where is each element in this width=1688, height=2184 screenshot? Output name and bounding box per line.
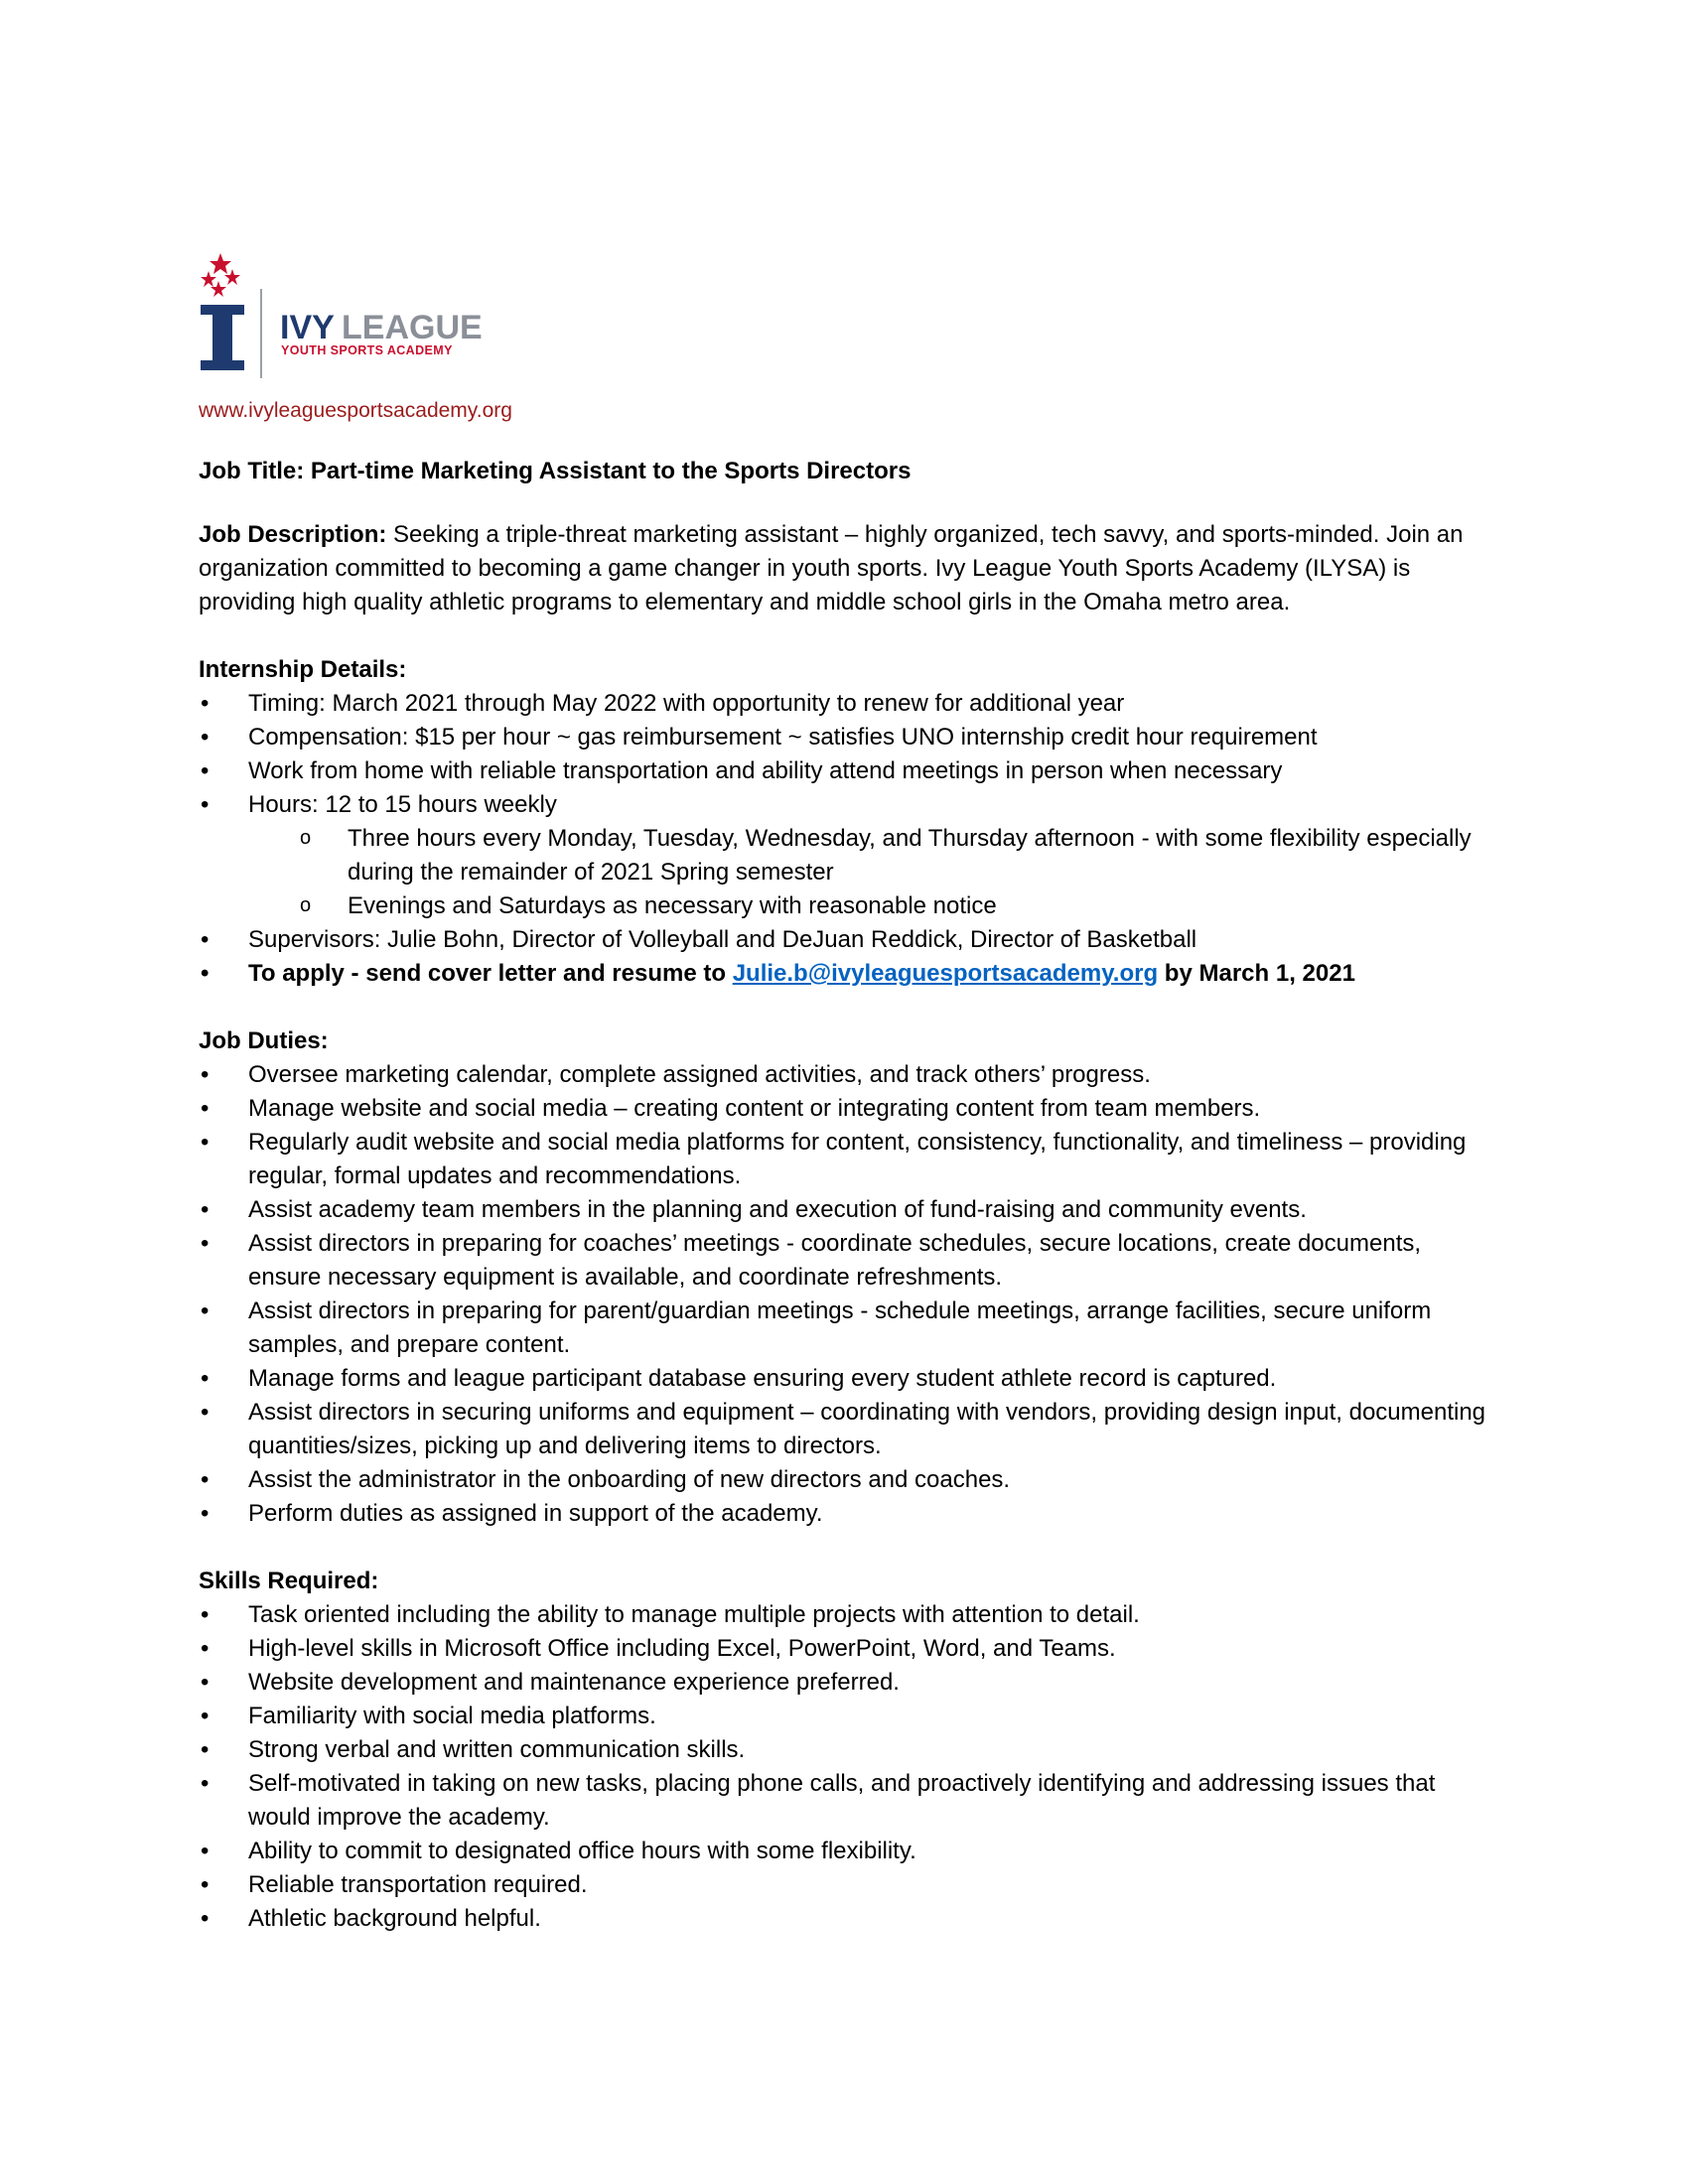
skills-heading: Skills Required:: [199, 1568, 379, 1594]
list-item: • Website development and maintenance experience preferred.: [199, 1666, 1489, 1700]
logo-word-league: LEAGUE: [342, 309, 483, 346]
list-item: • Self-motivated in taking on new tasks, placing phone calls, and proactively identifying and addressing issues that would improve the academy.: [199, 1767, 1489, 1835]
skills-list: [199, 1598, 1489, 1936]
list-item: • Assist directors in preparing for parent/guardian meetings - schedule meetings, arrange facilities, secure uniform samples, and prepare content.: [199, 1295, 1489, 1362]
list-item: • Manage website and social media – creating content or integrating content from team members.: [199, 1092, 1489, 1126]
hours-sublist: [248, 822, 1489, 923]
list-item: • Assist the administrator in the onboarding of new directors and coaches.: [199, 1463, 1489, 1497]
list-item: • Manage forms and league participant database ensuring every student athlete record is captured.: [199, 1362, 1489, 1396]
list-item: [199, 788, 1489, 923]
stars-icon: [201, 253, 240, 297]
job-description: [199, 518, 1489, 619]
list-item: • Task oriented including the ability to manage multiple projects with attention to detail.: [199, 1598, 1489, 1632]
internship-list: [199, 687, 1489, 991]
duties-list: [199, 1058, 1489, 1531]
supervisors-item: • Supervisors: Julie Bohn, Director of Volleyball and DeJuan Reddick, Director of Basketball: [199, 923, 1489, 957]
ivy-league-logo-graphic: [199, 253, 556, 382]
list-item: • Regularly audit website and social media platforms for content, consistency, functionality, and timeliness – providing regular, formal updates and recommendations.: [199, 1126, 1489, 1193]
list-item: • Compensation: $15 per hour ~ gas reimbursement ~ satisfies UNO internship credit hour requirement: [199, 721, 1489, 754]
sub-list-item: o Evenings and Saturdays as necessary with reasonable notice: [248, 889, 1489, 923]
list-item: • Familiarity with social media platforms.: [199, 1700, 1489, 1733]
list-item: • Timing: March 2021 through May 2022 with opportunity to renew for additional year: [199, 687, 1489, 721]
list-item: • Athletic background helpful.: [199, 1902, 1489, 1936]
apply-item: [199, 957, 1489, 991]
list-item: • Work from home with reliable transportation and ability attend meetings in person when necessary: [199, 754, 1489, 788]
list-item: • Oversee marketing calendar, complete assigned activities, and track others’ progress.: [199, 1058, 1489, 1092]
list-item: • Reliable transportation required.: [199, 1868, 1489, 1902]
pillar-i-icon: [201, 305, 244, 370]
list-item: • Strong verbal and written communication skills.: [199, 1733, 1489, 1767]
job-description-text: Seeking a triple-threat marketing assistant – highly organized, tech savvy, and sports-minded. Join an organization committed to becoming a game changer in youth sports. Ivy League Youth Sports Academy (ILYSA) is providing high quality athletic programs to elementary and middle school girls in the Omaha metro area.: [199, 521, 1464, 615]
job-posting-page: [199, 253, 1489, 1936]
logo-word-ivy: IVY: [280, 309, 335, 346]
list-item: • Assist directors in preparing for coaches’ meetings - coordinate schedules, secure locations, create documents, ensure necessary equipment is available, and coordinate refreshments.: [199, 1227, 1489, 1295]
ivy-league-logo: [199, 253, 1489, 382]
list-item: • Assist directors in securing uniforms and equipment – coordinating with vendors, providing design input, documenting quantities/sizes, picking up and delivering items to directors.: [199, 1396, 1489, 1463]
internship-heading: Internship Details:: [199, 656, 407, 683]
job-description-label: Job Description:: [199, 521, 387, 548]
list-item: • High-level skills in Microsoft Office including Excel, PowerPoint, Word, and Teams.: [199, 1632, 1489, 1666]
website-url[interactable]: www.ivyleaguesportsacademy.org: [199, 399, 512, 422]
job-title: Job Title: Part-time Marketing Assistant to the Sports Directors: [199, 458, 912, 484]
list-item: • Ability to commit to designated office hours with some flexibility.: [199, 1835, 1489, 1868]
apply-suffix: by March 1, 2021: [1158, 960, 1355, 987]
hours-text: Hours: 12 to 15 hours weekly: [248, 791, 557, 818]
apply-prefix: To apply - send cover letter and resume to: [248, 960, 733, 987]
list-item: • Assist academy team members in the planning and execution of fund-raising and community events.: [199, 1193, 1489, 1227]
apply-email-link[interactable]: Julie.b@ivyleaguesportsacademy.org: [732, 960, 1159, 987]
sub-list-item: o Three hours every Monday, Tuesday, Wednesday, and Thursday afternoon - with some flexibility especially during the remainder of 2021 Spring semester: [248, 822, 1489, 889]
list-item: • Perform duties as assigned in support of the academy.: [199, 1497, 1489, 1531]
duties-heading: Job Duties:: [199, 1027, 329, 1054]
logo-subtitle: YOUTH SPORTS ACADEMY: [281, 343, 453, 357]
